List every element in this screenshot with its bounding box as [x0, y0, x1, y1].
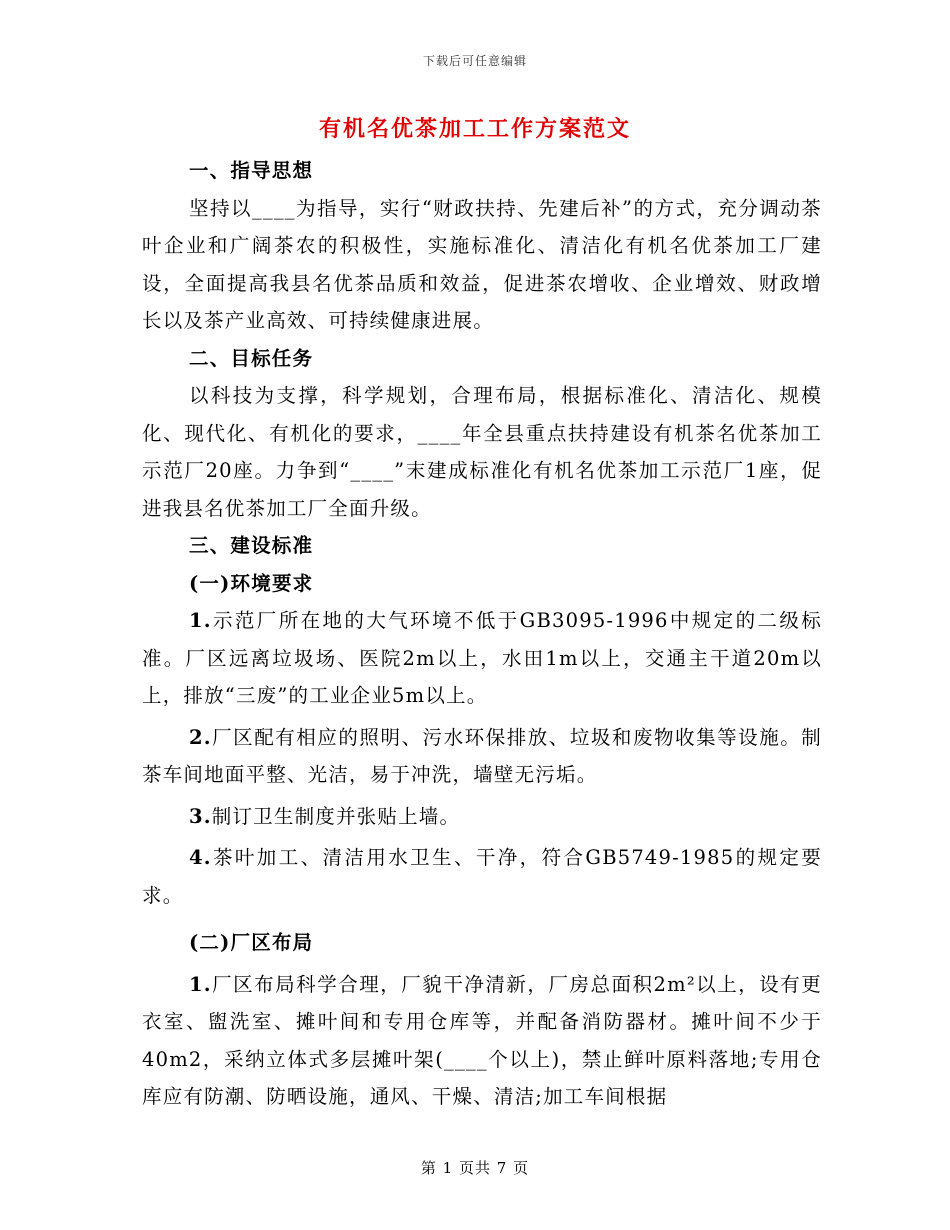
list-item [142, 839, 822, 914]
header-note: 下载后可任意编辑 [422, 54, 527, 68]
item-text: 示范厂所在地的大气环境不低于GB3095-1996中规定的二级标准。厂区远离垃圾场、医院2m以上，水田1m以上，交通主干道20m以上，排放“三废”的工业企业5m以上。 [142, 609, 822, 707]
item-number: 3. [189, 804, 212, 828]
item-number: 1. [189, 609, 212, 632]
section-heading-guiding-ideology: 一、指导思想 [189, 159, 314, 182]
list-item [142, 966, 822, 1116]
item-number: 1. [189, 972, 212, 996]
list-item [142, 602, 822, 715]
subsection-heading-layout: (二)厂区布局 [189, 931, 314, 954]
list-item [142, 798, 822, 836]
item-number: 2. [189, 725, 212, 749]
list-item [142, 719, 822, 794]
subsection-heading-environment: (一)环境要求 [189, 571, 314, 595]
section-paragraph-guiding-ideology: 坚持以____为指导，实行“财政扶持、先建后补”的方式，充分调动茶叶企业和广阔茶农的积极性，实施标准化、清洁化有机名优茶加工厂建设，全面提高我县名优茶品质和效益，促进茶农增收、企业增效、财政增长以及茶产业高效、可持续健康进展。 [142, 196, 822, 332]
item-text: 茶叶加工、清洁用水卫生、干净，符合GB5749-1985的规定要求。 [142, 846, 822, 907]
item-text: 厂区布局科学合理，厂貌干净清新，厂房总面积2m²以上，设有更衣室、盥洗室、摊叶间和专用仓库等，并配备消防器材。摊叶间不少于40m2，采纳立体式多层摊叶架(____个以上)，禁止鲜叶原料落地;专用仓库应有防潮、防晒设施，通风、干燥、清洁;加工车间根据 [142, 972, 822, 1108]
document-title: 有机名优茶加工工作方案范文 [318, 116, 631, 142]
item-number: 4. [189, 846, 212, 869]
section-heading-objectives: 二、目标任务 [189, 346, 314, 370]
document-body [142, 152, 822, 1116]
page-indicator: 第 1 页共 7 页 [420, 1159, 530, 1177]
item-text: 制订卫生制度并张贴上墙。 [211, 804, 461, 828]
section-paragraph-objectives: 以科技为支撑，科学规划，合理布局，根据标准化、清洁化、规模化、现代化、有机化的要求，____年全县重点扶持建设有机茶名优茶加工示范厂20座。力争到“____”末建成标准化有机名优茶加工示范厂1座，促进我县名优茶加工厂全面升级。 [142, 384, 822, 520]
section-heading-construction-standards: 三、建设标准 [189, 534, 314, 557]
item-text: 厂区配有相应的照明、污水环保排放、垃圾和废物收集等设施。制茶车间地面平整、光洁，易于冲洗，墙壁无污垢。 [142, 725, 822, 786]
